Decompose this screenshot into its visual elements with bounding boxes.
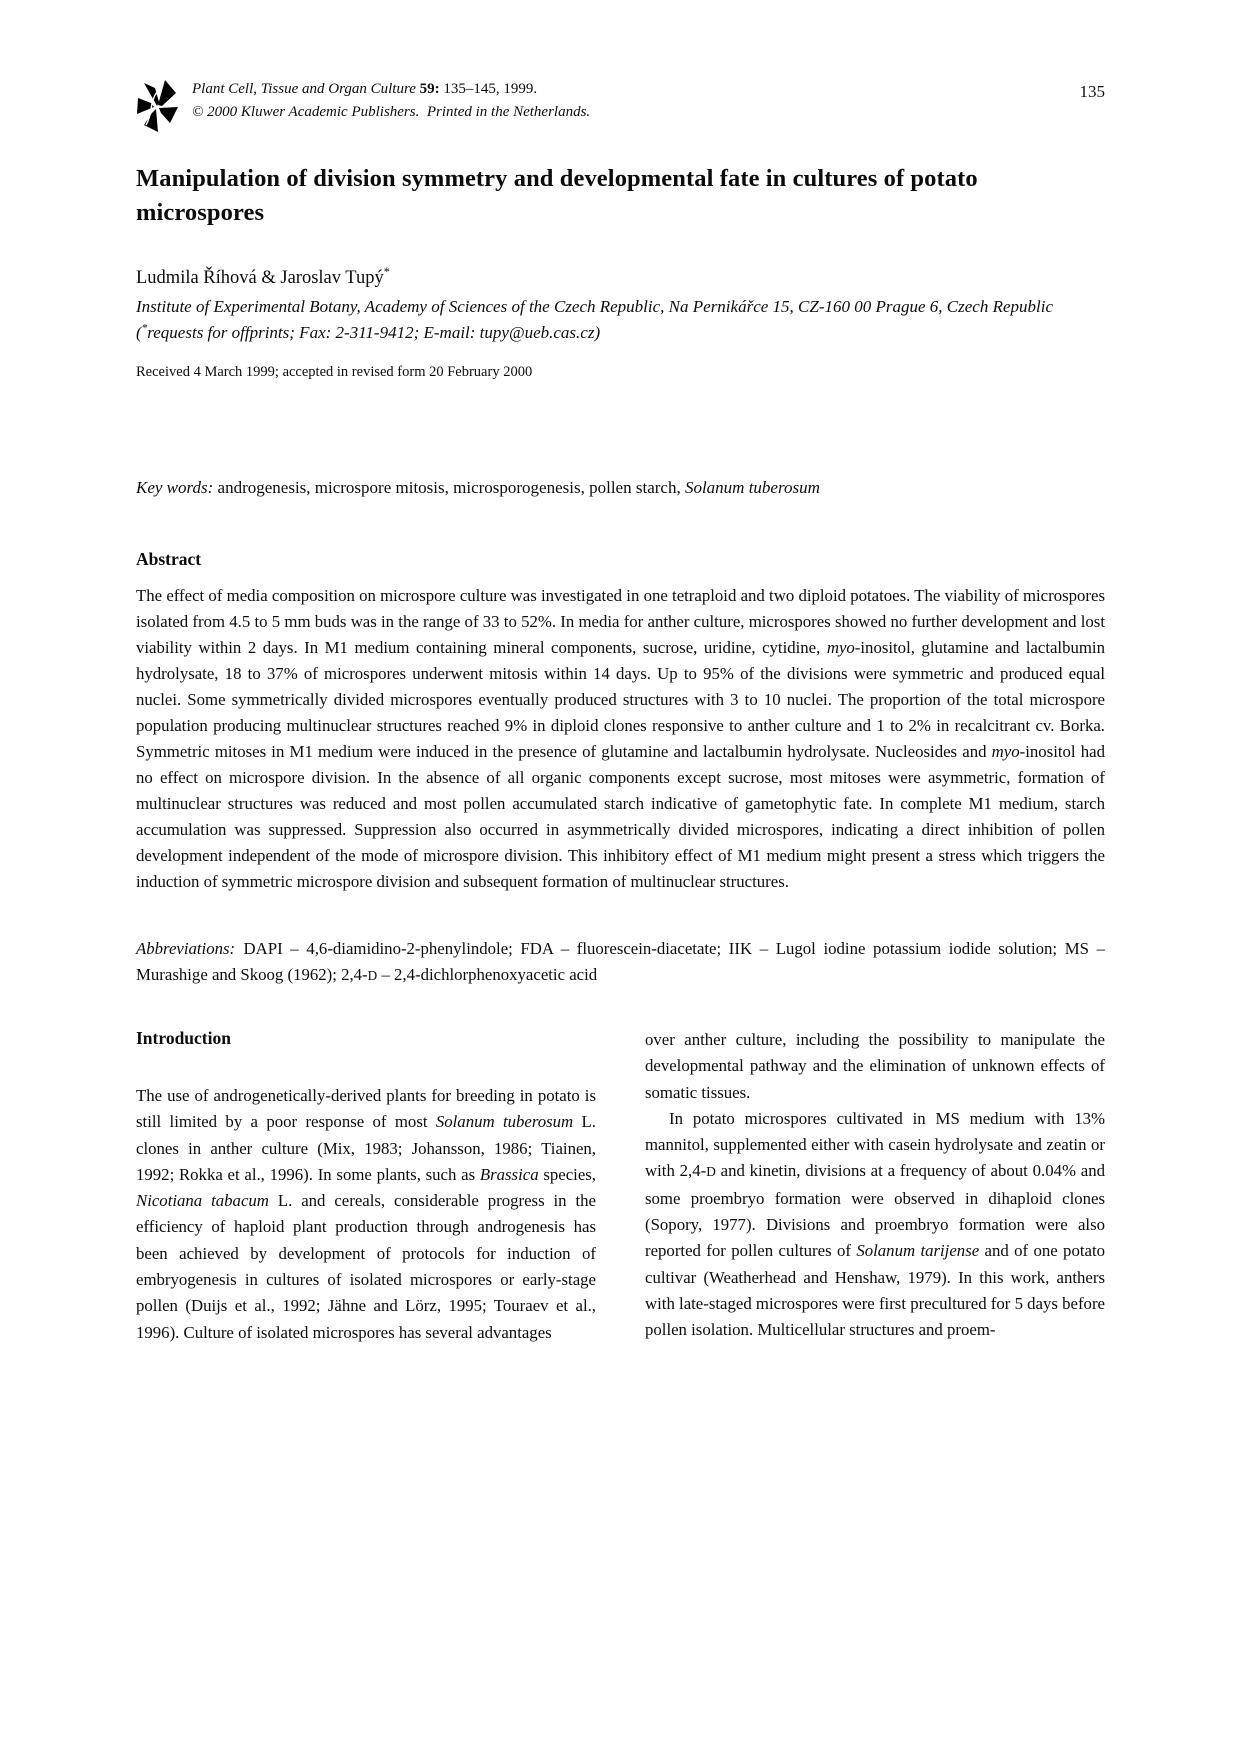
received-line: Received 4 March 1999; accepted in revised form 20 February 2000 bbox=[136, 364, 533, 380]
abstract-body: The effect of media composition on microspore culture was investigated in one tetraploid and two diploid potatoes. The viability of microspores isolated from 4.5 to 5 mm buds was in the range of 33 to 52%. In media for anther culture, microspores showed no further development and lost viability within 2 days. In M1 medium containing mineral components, sucrose, uridine, cytidine, myo-inositol, glutamine and lactalbumin hydrolysate, 18 to 37% of microspores underwent mitosis within 14 days. Up to 95% of the divisions were symmetric and produced equal nuclei. Some symmetrically divided microspores eventually produced structures with 3 to 10 nuclei. The proportion of the total microspore population producing multinuclear structures reached 9% in diploid clones responsive to anther culture and 1 to 2% in recalcitrant cv. Borka. Symmetric mitoses in M1 medium were induced in the presence of glutamine and lactalbumin hydrolysate. Nucleosides and myo-inositol had no effect on microspore division. In the absence of all organic components except sucrose, most mitoses were asymmetric, formation of multinuclear structures was reduced and most pollen accumulated starch indicative of gametophytic fate. In complete M1 medium, starch accumulation was suppressed. Suppression also occurred in asymmetrically divided microspores, indicating a direct inhibition of pollen development independent of the mode of microspore division. This inhibitory effect of M1 medium might present a stress which triggers the induction of symmetric microspore division and subsequent formation of multinuclear structures. bbox=[136, 586, 1105, 891]
introduction-heading: Introduction bbox=[136, 1028, 231, 1048]
affiliation-line: Institute of Experimental Botany, Academy of Sciences of the Czech Republic, Na Pernikářce 15, CZ-160 00 Prague 6, Czech Republic (*requests for offprints; Fax: 2-311-9412; E-mail: tupy@ueb.cas.cz) bbox=[136, 297, 1054, 342]
authors-line: Ludmila Říhová & Jaroslav Tupý* bbox=[136, 264, 390, 288]
keywords-line: Key words: androgenesis, microspore mitosis, microsporogenesis, pollen starch, Solanum tuberosum bbox=[136, 478, 820, 497]
article-title: Manipulation of division symmetry and developmental fate in cultures of potato microspores bbox=[136, 165, 978, 226]
left-column bbox=[136, 1027, 596, 1346]
introduction-paragraph-right-1: over anther culture, including the possibility to manipulate the developmental pathway and the elimination of unknown effects of somatic tissues. bbox=[645, 1030, 1105, 1102]
abstract-heading: Abstract bbox=[136, 549, 202, 569]
journal-citation-line1: Plant Cell, Tissue and Organ Culture 59: 135–145, 1999. bbox=[192, 81, 538, 97]
right-column bbox=[645, 1027, 1105, 1346]
introduction-paragraph-left: The use of androgenetically-derived plants for breeding in potato is still limited by a poor response of most Solanum tuberosum L. clones in anther culture (Mix, 1983; Johansson, 1986; Tiainen, 1992; Rokka et al., 1996). In some plants, such as Brassica species, Nicotiana tabacum L. and cereals, considerable progress in the efficiency of haploid plant production through androgenesis has been achieved by development of protocols for induction of embryogenesis in cultures of isolated microspores or early-stage pollen (Duijs et al., 1992; Jähne and Lörz, 1995; Touraev et al., 1996). Culture of isolated microspores has several advantages bbox=[136, 1086, 596, 1342]
journal-header bbox=[136, 78, 1105, 134]
journal-citation bbox=[192, 78, 1080, 124]
page-number: 135 bbox=[1079, 82, 1105, 101]
introduction-section bbox=[136, 1027, 1105, 1346]
publisher-logo-icon bbox=[136, 80, 178, 134]
journal-citation-line2: © 2000 Kluwer Academic Publishers. Printed in the Netherlands. bbox=[192, 104, 591, 120]
introduction-paragraph-right-2: In potato microspores cultivated in MS medium with 13% mannitol, supplemented either with casein hydrolysate and zeatin or with 2,4-D and kinetin, divisions at a frequency of about 0.04% and some proembryo formation were observed in dihaploid clones (Sopory, 1977). Divisions and proembryo formation were also reported for pollen cultures of Solanum tarijense and of one potato cultivar (Weatherhead and Henshaw, 1979). In this work, anthers with late-staged microspores were first precultured for 5 days before pollen isolation. Multicellular structures and proem- bbox=[645, 1108, 1106, 1340]
abbreviations-paragraph: Abbreviations: DAPI – 4,6-diamidino-2-phenylindole; FDA – fluorescein-diacetate; IIK – Lugol iodine potassium iodide solution; MS – Murashige and Skoog (1962); 2,4-D – 2,4-dichlorphenoxyacetic acid bbox=[136, 939, 1105, 984]
